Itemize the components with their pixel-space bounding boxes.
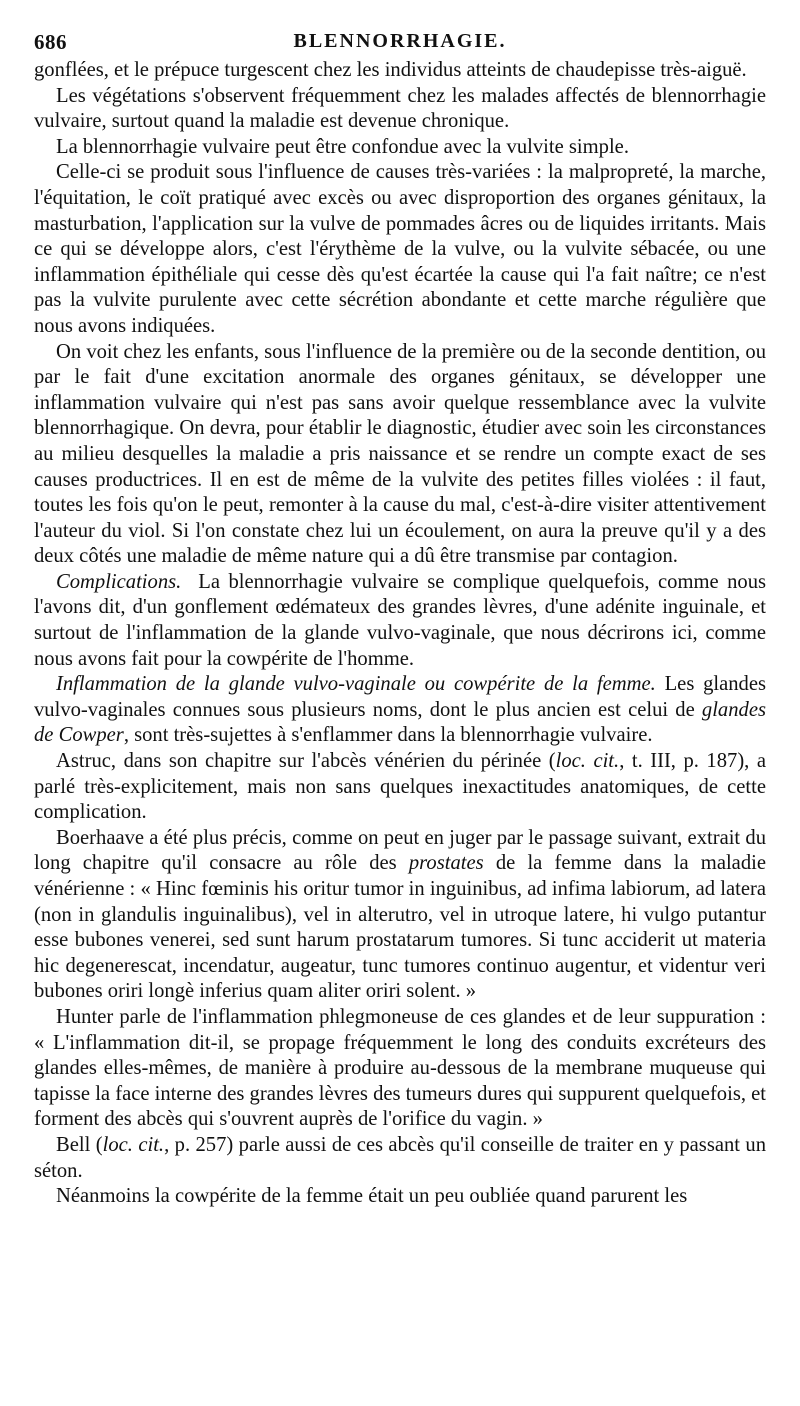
boerhaave-text-b: de la femme dans la maladie vénérienne : « Hinc fœminis his oritur tumor in inguinibus, ad infima labiorum, ad latera (non in glandulis inguinalibus), vel in alterutro, vel in utroque latere, hi vulgo putantur esse bubones venerei, sed sunt harum prostatarum tumores. Si tunc acciderit ut materia hic degenerescat, incendatur, augeatur, tunc tumores continuo augentur, et videntur veri bubones oriri longè inferius quam aliter oriri solent. » [34, 852, 766, 1003]
astruc-text-b: , t. III, p. 187), a parlé très-explicitement, mais non sans quelques inexactitudes anatomiques, de cette complication. [34, 750, 766, 824]
bell-text-b: , p. 257) parle aussi de ces abcès qu'il conseille de traiter en y passant un séton. [34, 1133, 767, 1182]
paragraph-closing: Néanmoins la cowpérite de la femme était un peu oubliée quand parurent les [56, 1185, 688, 1208]
paragraph-vegetations: Les végétations s'observent fréquemment chez les malades affectés de blennorrhagie vulvaire, surtout quand la maladie est devenue chronique. [34, 84, 766, 133]
paragraph-simple-vulvitis: Celle-ci se produit sous l'influence de causes très-variées : la malpropreté, la marche, l'équitation, le coït pratiqué avec excès ou avec disproportion des organes génitaux, la masturbation, l'application sur la vulve de pommades âcres ou de liquides irritants. Mais ce qui se développe alors, c'est l'érythème de la vulve, ou la vulvite sébacée, ou une inflammation épithéliale qui cesse dès qu'est écartée la cause qui l'a fait naître; ce n'est pas la vulvite purulente avec cette sécrétion abondante et cette marche régulière que nous avons indiquées. [34, 161, 766, 337]
cowperitis-heading: Inflammation de la glande vulvo-vaginale ou cowpérite de la femme. [56, 673, 656, 696]
cowperitis-text-a: Les glandes vulvo-vaginales connues sous plusieurs noms, dont le plus ancien est celui de [34, 673, 766, 721]
page-header [34, 30, 766, 56]
paragraph-boerhaave [34, 826, 766, 1005]
cowperitis-emphasis: glandes de Cowper [34, 698, 766, 747]
boerhaave-emphasis: prostates [408, 852, 484, 875]
paragraph-continuation: gonflées, et le prépuce turgescent chez les individus atteints de chaudepisse très-aiguë. [34, 59, 747, 81]
page-number: 686 [34, 30, 67, 54]
paragraph-hunter: Hunter parle de l'inflammation phlegmoneuse de ces glandes et de leur suppuration : « L'inflammation dit-il, se propage fréquemment le long des conduits excréteurs des glandes elles-mêmes, de manière à produire au-dessous de la membrane muqueuse qui tapisse la face interne des grandes lèvres des tumeurs dures qui suppurent quelquefois, et forment des abcès qui s'ouvrent auprès de l'orifice du vagin. » [34, 1005, 766, 1131]
bell-citation: loc. cit. [102, 1133, 165, 1156]
boerhaave-text-a: Boerhaave a été plus précis, comme on peut en juger par le passage suivant, extrait du long chapitre qu'il consacre au rôle des [34, 826, 766, 875]
paragraph-cowperitis [34, 672, 766, 749]
paragraph-children: On voit chez les enfants, sous l'influence de la première ou de la seconde dentition, ou par le fait d'une excitation anormale des organes génitaux, se développer une inflammation vulvaire qui n'est pas sans avoir quelque ressemblance avec la vulvite blennorrhagique. On devra, pour établir le diagnostic, étudier avec soin les circonstances au milieu desquelles la maladie a pris naissance et se rendre un compte exact de ses causes productrices. Il en est de même de la vulvite des petites filles violées : il faut, toutes les fois qu'on le peut, remonter à la cause du mal, c'est-à-dire visiter attentivement l'auteur du viol. Si l'on constate chez lui un écoulement, on aura la preuve qu'il y a des deux côtés une maladie de même nature qui a dû être transmise par contagion. [34, 340, 766, 568]
running-title: BLENNORRHAGIE. [293, 30, 507, 52]
bell-text-a: Bell ( [56, 1133, 103, 1156]
astruc-citation: loc. cit. [555, 750, 620, 773]
cowperitis-text-b: , sont très-sujettes à s'enflammer dans la blennorrhagie vulvaire. [123, 724, 653, 747]
paragraph-diagnosis-intro: La blennorrhagie vulvaire peut être confondue avec la vulvite simple. [56, 135, 629, 158]
complications-text: La blennorrhagie vulvaire se complique quelquefois, comme nous l'avons dit, d'un gonflement œdémateux des grandes lèvres, d'une adénite inguinale, et surtout de l'inflammation de la glande vulvo-vaginale, que nous décrirons ici, comme nous avons fait pour la cowpérite de l'homme. [34, 570, 767, 670]
paragraph-complications [34, 570, 766, 672]
complications-heading: Complications. [56, 570, 182, 593]
paragraph-astruc [34, 749, 766, 826]
paragraph-bell [34, 1133, 766, 1184]
astruc-text-a: Astruc, dans son chapitre sur l'abcès vénérien du périnée ( [56, 750, 556, 773]
body-text [34, 58, 766, 1210]
